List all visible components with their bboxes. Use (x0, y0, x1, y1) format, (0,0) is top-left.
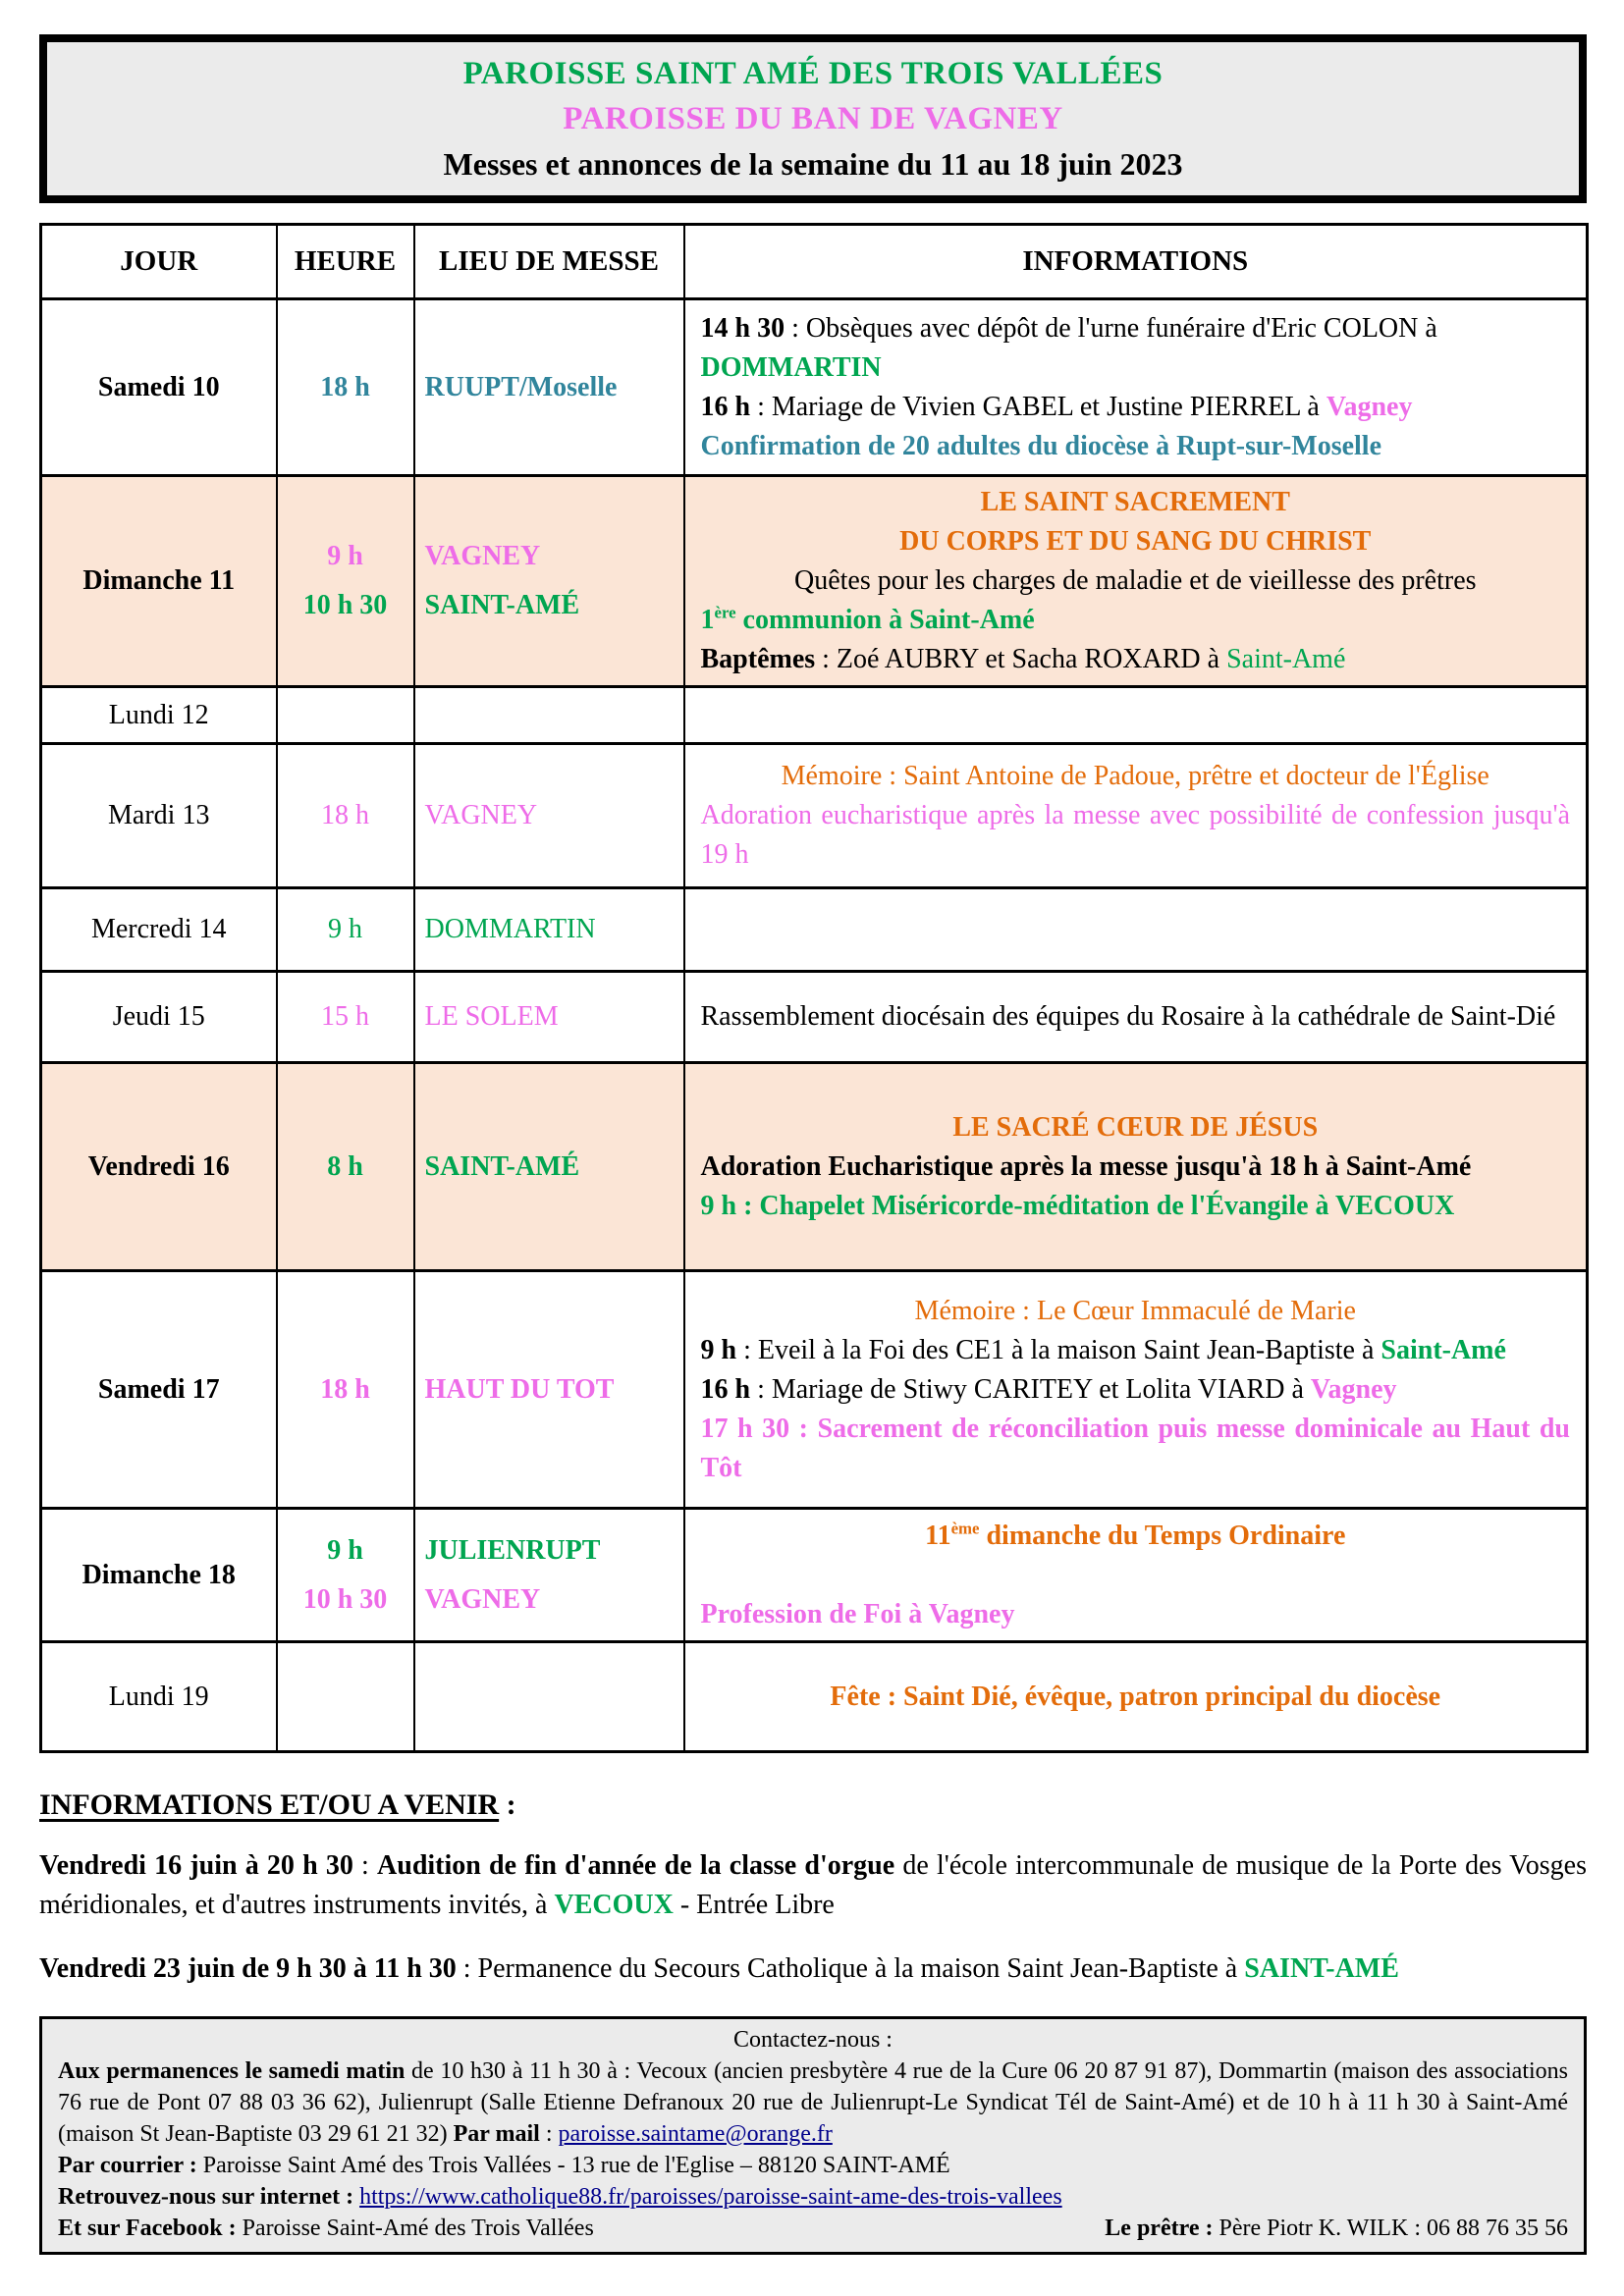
text-segment: : Mariage de Stiwy CARITEY et Lolita VIARD à (750, 1373, 1311, 1405)
info-line (701, 1370, 1571, 1410)
text-segment: dimanche du Temps Ordinaire (979, 1520, 1346, 1551)
table-row (41, 1642, 1588, 1752)
text-segment: LE SOLEM (424, 1001, 559, 1032)
text-segment: Par courrier : (58, 2153, 197, 2178)
info-line (701, 1595, 1571, 1634)
time-cell (277, 1642, 414, 1752)
time-cell (277, 1509, 414, 1642)
mass-schedule-table (39, 223, 1589, 1753)
title-box (39, 34, 1587, 203)
time-cell (277, 687, 414, 744)
day-cell (41, 972, 277, 1063)
mass-place (425, 1143, 682, 1192)
text-segment: Quêtes pour les charges de maladie et de vieillesse des prêtres (793, 565, 1477, 596)
day-label: Mardi 13 (108, 800, 210, 830)
text-segment: Profession de Foi à Vagney (700, 1598, 1015, 1629)
info-cell (684, 476, 1588, 687)
info-line (701, 757, 1571, 796)
text-segment: Et sur Facebook : (58, 2216, 237, 2241)
text-segment: : (352, 1850, 378, 1881)
info-line (701, 796, 1571, 875)
text-segment: SAINT-AMÉ (1244, 1953, 1399, 1984)
text-segment: Père Piotr K. WILK : 06 88 76 35 56 (1213, 2216, 1568, 2241)
coming-info-section (39, 1789, 1587, 1989)
text-segment: 15 h (321, 1001, 369, 1032)
contact-line (58, 2056, 1568, 2150)
place-cell (414, 1509, 684, 1642)
text-segment: de l'école intercommunale de musique de la Porte des Vosges méridionales, et d'autres instruments invités, à (39, 1850, 1588, 1920)
place-cell (414, 1642, 684, 1752)
contact-line (58, 2024, 1568, 2056)
info-line (701, 1517, 1571, 1556)
text-segment: LE SACRÉ CŒUR DE JÉSUS (952, 1111, 1319, 1143)
info-line (701, 1556, 1571, 1595)
contact-line (58, 2150, 1568, 2181)
time-cell (277, 1063, 414, 1271)
day-label: Mercredi 14 (90, 914, 227, 944)
info-cell (684, 1509, 1588, 1642)
day-cell (41, 888, 277, 972)
text-segment: 18 h (320, 1373, 370, 1405)
info-line (701, 309, 1571, 388)
text-segment: JULIENRUPT (424, 1534, 601, 1566)
text-segment: VAGNEY (424, 1583, 541, 1615)
day-cell (41, 687, 277, 744)
table-row (41, 476, 1588, 687)
mass-place (425, 581, 682, 630)
time-cell (277, 299, 414, 476)
mass-time (279, 1575, 412, 1625)
day-label: Lundi 12 (108, 699, 209, 730)
text-segment: Adoration eucharistique après la messe avec possibilité de confession jusqu'à 19 h (700, 800, 1570, 870)
info-line (701, 640, 1571, 679)
info-cell (684, 972, 1588, 1063)
info-line (701, 483, 1571, 522)
mass-place (425, 905, 682, 954)
text-segment: RUUPT/Moselle (424, 371, 618, 402)
text-segment: : (539, 2121, 559, 2147)
info-cell (684, 744, 1588, 888)
time-cell (277, 1271, 414, 1509)
text-segment: Mémoire : Le Cœur Immaculé de Marie (914, 1295, 1356, 1326)
text-segment: 9 h (700, 1334, 737, 1365)
contact-line-right (1105, 2213, 1568, 2244)
mass-place (425, 363, 682, 412)
day-cell (41, 744, 277, 888)
time-cell (277, 476, 414, 687)
table-row (41, 888, 1588, 972)
coming-info-heading-colon: : (499, 1789, 516, 1821)
table-row (41, 1063, 1588, 1271)
text-segment: Vendredi 16 juin à 20 h 30 (39, 1850, 353, 1881)
text-segment: : Obsèques avec dépôt de l'urne funéraire d'Eric COLON à (785, 312, 1437, 344)
text-segment: 9 h : Chapelet Miséricorde-méditation de l'Évangile à VECOUX (700, 1190, 1455, 1221)
info-line (701, 427, 1571, 466)
info-line (701, 388, 1571, 427)
place-cell (414, 687, 684, 744)
info-line (701, 997, 1571, 1037)
text-segment: Adoration Eucharistique après la messe jusqu'à 18 h à Saint-Amé (700, 1150, 1472, 1182)
column-header: HEURE (277, 225, 414, 299)
text-segment: : Zoé AUBRY et Sacha ROXARD à (815, 644, 1227, 674)
text-segment: Retrouvez-nous sur internet : (58, 2184, 354, 2210)
column-header: INFORMATIONS (684, 225, 1588, 299)
text-segment (701, 1560, 708, 1590)
text-segment: 11 (925, 1520, 951, 1551)
mass-time (279, 992, 412, 1041)
info-line (701, 1331, 1571, 1370)
table-header-row (41, 225, 1588, 299)
text-segment: 8 h (327, 1150, 363, 1182)
text-segment: Paroisse Saint Amé des Trois Vallées - 13 rue de l'Eglise – 88120 SAINT-AMÉ (196, 2153, 950, 2178)
coming-info-heading (39, 1789, 1587, 1822)
info-line (701, 1148, 1571, 1187)
day-cell (41, 299, 277, 476)
place-cell (414, 1271, 684, 1509)
day-label: Samedi 10 (97, 371, 220, 402)
day-label: Vendredi 16 (87, 1150, 230, 1182)
table-row (41, 687, 1588, 744)
text-segment: Vagney (1326, 391, 1413, 422)
text-segment: Paroisse Saint-Amé des Trois Vallées (236, 2216, 594, 2241)
text-segment: SAINT-AMÉ (424, 1150, 580, 1182)
info-line (701, 601, 1571, 640)
place-cell (414, 299, 684, 476)
mass-place (425, 992, 682, 1041)
contact-line-left (58, 2213, 594, 2244)
info-cell (684, 1271, 1588, 1509)
text-segment: Saint-Amé (1380, 1334, 1506, 1365)
time-cell (277, 972, 414, 1063)
place-cell (414, 744, 684, 888)
text-segment: Par mail (453, 2121, 540, 2147)
mass-time (279, 1526, 412, 1575)
day-label: Dimanche 11 (82, 565, 236, 596)
text-segment: SAINT-AMÉ (424, 590, 580, 620)
place-cell (414, 888, 684, 972)
table-row (41, 972, 1588, 1063)
table-row (41, 299, 1588, 476)
email-link[interactable]: paroisse.saintame@orange.fr (558, 2121, 833, 2147)
text-segment: 18 h (320, 371, 370, 402)
table-header (41, 225, 1588, 299)
day-label: Jeudi 15 (112, 1001, 205, 1032)
text-segment: : Mariage de Vivien GABEL et Justine PIERREL à (750, 391, 1326, 422)
time-cell (277, 888, 414, 972)
mass-place (425, 791, 682, 840)
table-row (41, 1271, 1588, 1509)
text-segment: Baptêmes (700, 644, 816, 674)
text-segment: 16 h (700, 1373, 751, 1405)
contact-line (58, 2181, 1568, 2213)
mass-time (279, 363, 412, 412)
parish-title-2: PAROISSE DU BAN DE VAGNEY (563, 100, 1063, 136)
table-body (41, 299, 1588, 1752)
info-line (701, 1187, 1571, 1226)
text-segment: Saint-Amé (1226, 644, 1346, 674)
text-segment: Contactez-nous : (733, 2027, 893, 2053)
website-link[interactable]: https://www.catholique88.fr/paroisses/paroisse-saint-ame-des-trois-vallees (359, 2184, 1062, 2210)
info-cell (684, 1063, 1588, 1271)
place-cell (414, 1063, 684, 1271)
mass-place (425, 1575, 682, 1625)
coming-info-heading-text: INFORMATIONS ET/OU A VENIR (39, 1789, 500, 1821)
text-segment: Aux permanences le samedi matin (58, 2058, 406, 2084)
column-header: JOUR (41, 225, 277, 299)
place-cell (414, 972, 684, 1063)
info-cell (684, 299, 1588, 476)
info-cell (684, 888, 1588, 972)
info-cell (684, 687, 1588, 744)
contact-line (58, 2213, 1568, 2244)
info-line (701, 522, 1571, 561)
time-cell (277, 744, 414, 888)
text-segment: Audition de fin d'année de la classe d'orgue (377, 1850, 895, 1881)
text-segment: LE SAINT SACREMENT (980, 487, 1290, 517)
info-cell (684, 1642, 1588, 1752)
table-row (41, 744, 1588, 888)
text-segment: HAUT DU TOT (424, 1373, 615, 1405)
coming-paragraph (39, 1846, 1587, 1925)
parish-title-1: PAROISSE SAINT AMÉ DES TROIS VALLÉES (462, 55, 1164, 91)
mass-time (279, 905, 412, 954)
text-segment: Mémoire : Saint Antoine de Padoue, prêtre et docteur de l'Église (781, 761, 1489, 791)
coming-paragraph (39, 1949, 1587, 1989)
day-label: Lundi 19 (108, 1681, 209, 1712)
mass-time (279, 581, 412, 630)
text-segment: 10 h 30 (302, 1583, 388, 1615)
mass-time (279, 1365, 412, 1415)
mass-place (425, 1365, 682, 1415)
text-segment: de 10 h30 à 11 h 30 à : Vecoux (ancien presbytère 4 rue de la Cure 06 20 87 91 87), Dommartin (maison des associations 76 rue de Pont 07 88 03 36 62), Julienrupt (Salle Etienne Defranoux 20 rue de Julienrupt-Le Syndicat Tél de Saint-Amé) et de 10 h à 11 h 30 à Saint-Amé (maison St Jean-Baptiste 03 29 61 21 32) (58, 2058, 1569, 2147)
contact-box (39, 2016, 1587, 2255)
text-segment: VAGNEY (424, 541, 541, 571)
text-segment: ème (950, 1519, 980, 1538)
column-header: LIEU DE MESSE (414, 225, 684, 299)
text-segment: Fête : Saint Dié, évêque, patron principal du diocèse (830, 1681, 1441, 1712)
day-cell (41, 1271, 277, 1509)
mass-time (279, 1143, 412, 1192)
text-segment: 16 h (700, 391, 751, 422)
table-row (41, 1509, 1588, 1642)
coming-paragraphs (39, 1846, 1587, 1989)
day-label: Samedi 17 (97, 1373, 220, 1405)
text-segment: 9 h (327, 1534, 363, 1566)
info-line (701, 1292, 1571, 1331)
text-segment: 9 h (327, 541, 363, 571)
day-cell (41, 476, 277, 687)
text-segment: Vendredi 23 juin de 9 h 30 à 11 h 30 (39, 1953, 457, 1984)
day-cell (41, 1509, 277, 1642)
text-segment: 17 h 30 : Sacrement de réconciliation puis messe dominicale au Haut du Tôt (700, 1413, 1570, 1483)
place-cell (414, 476, 684, 687)
text-segment: Vagney (1310, 1373, 1397, 1405)
text-segment: DU CORPS ET DU SANG DU CHRIST (899, 526, 1372, 557)
text-segment: Confirmation de 20 adultes du diocèse à Rupt-sur-Moselle (700, 430, 1382, 461)
text-segment: Le prêtre : (1105, 2216, 1214, 2241)
mass-time (279, 532, 412, 581)
text-segment: ère (714, 603, 736, 622)
text-segment: VAGNEY (424, 800, 538, 830)
text-segment: 9 h (328, 914, 362, 944)
week-subtitle: Messes et annonces de la semaine du 11 au 18 juin 2023 (443, 145, 1183, 182)
text-segment: DOMMARTIN (700, 351, 882, 383)
mass-place (425, 532, 682, 581)
day-cell (41, 1063, 277, 1271)
day-cell (41, 1642, 277, 1752)
text-segment: 1 (700, 605, 715, 635)
text-segment: 14 h 30 (700, 312, 785, 344)
text-segment: 18 h (321, 800, 369, 830)
text-segment: : Eveil à la Foi des CE1 à la maison Saint Jean-Baptiste à (736, 1334, 1381, 1365)
text-segment: communion à Saint-Amé (735, 605, 1035, 635)
text-segment: Rassemblement diocésain des équipes du Rosaire à la cathédrale de Saint-Dié (700, 1001, 1556, 1032)
text-segment: : Permanence du Secours Catholique à la maison Saint Jean-Baptiste à (456, 1953, 1245, 1984)
text-segment: 10 h 30 (302, 590, 388, 620)
day-label: Dimanche 18 (81, 1559, 236, 1590)
info-line (701, 1410, 1571, 1488)
text-segment: DOMMARTIN (424, 914, 596, 944)
text-segment: - Entrée Libre (673, 1890, 835, 1920)
info-line (701, 561, 1571, 601)
mass-place (425, 1526, 682, 1575)
text-segment: VECOUX (554, 1890, 674, 1920)
info-line (701, 1678, 1571, 1717)
info-line (701, 1108, 1571, 1148)
mass-time (279, 791, 412, 840)
